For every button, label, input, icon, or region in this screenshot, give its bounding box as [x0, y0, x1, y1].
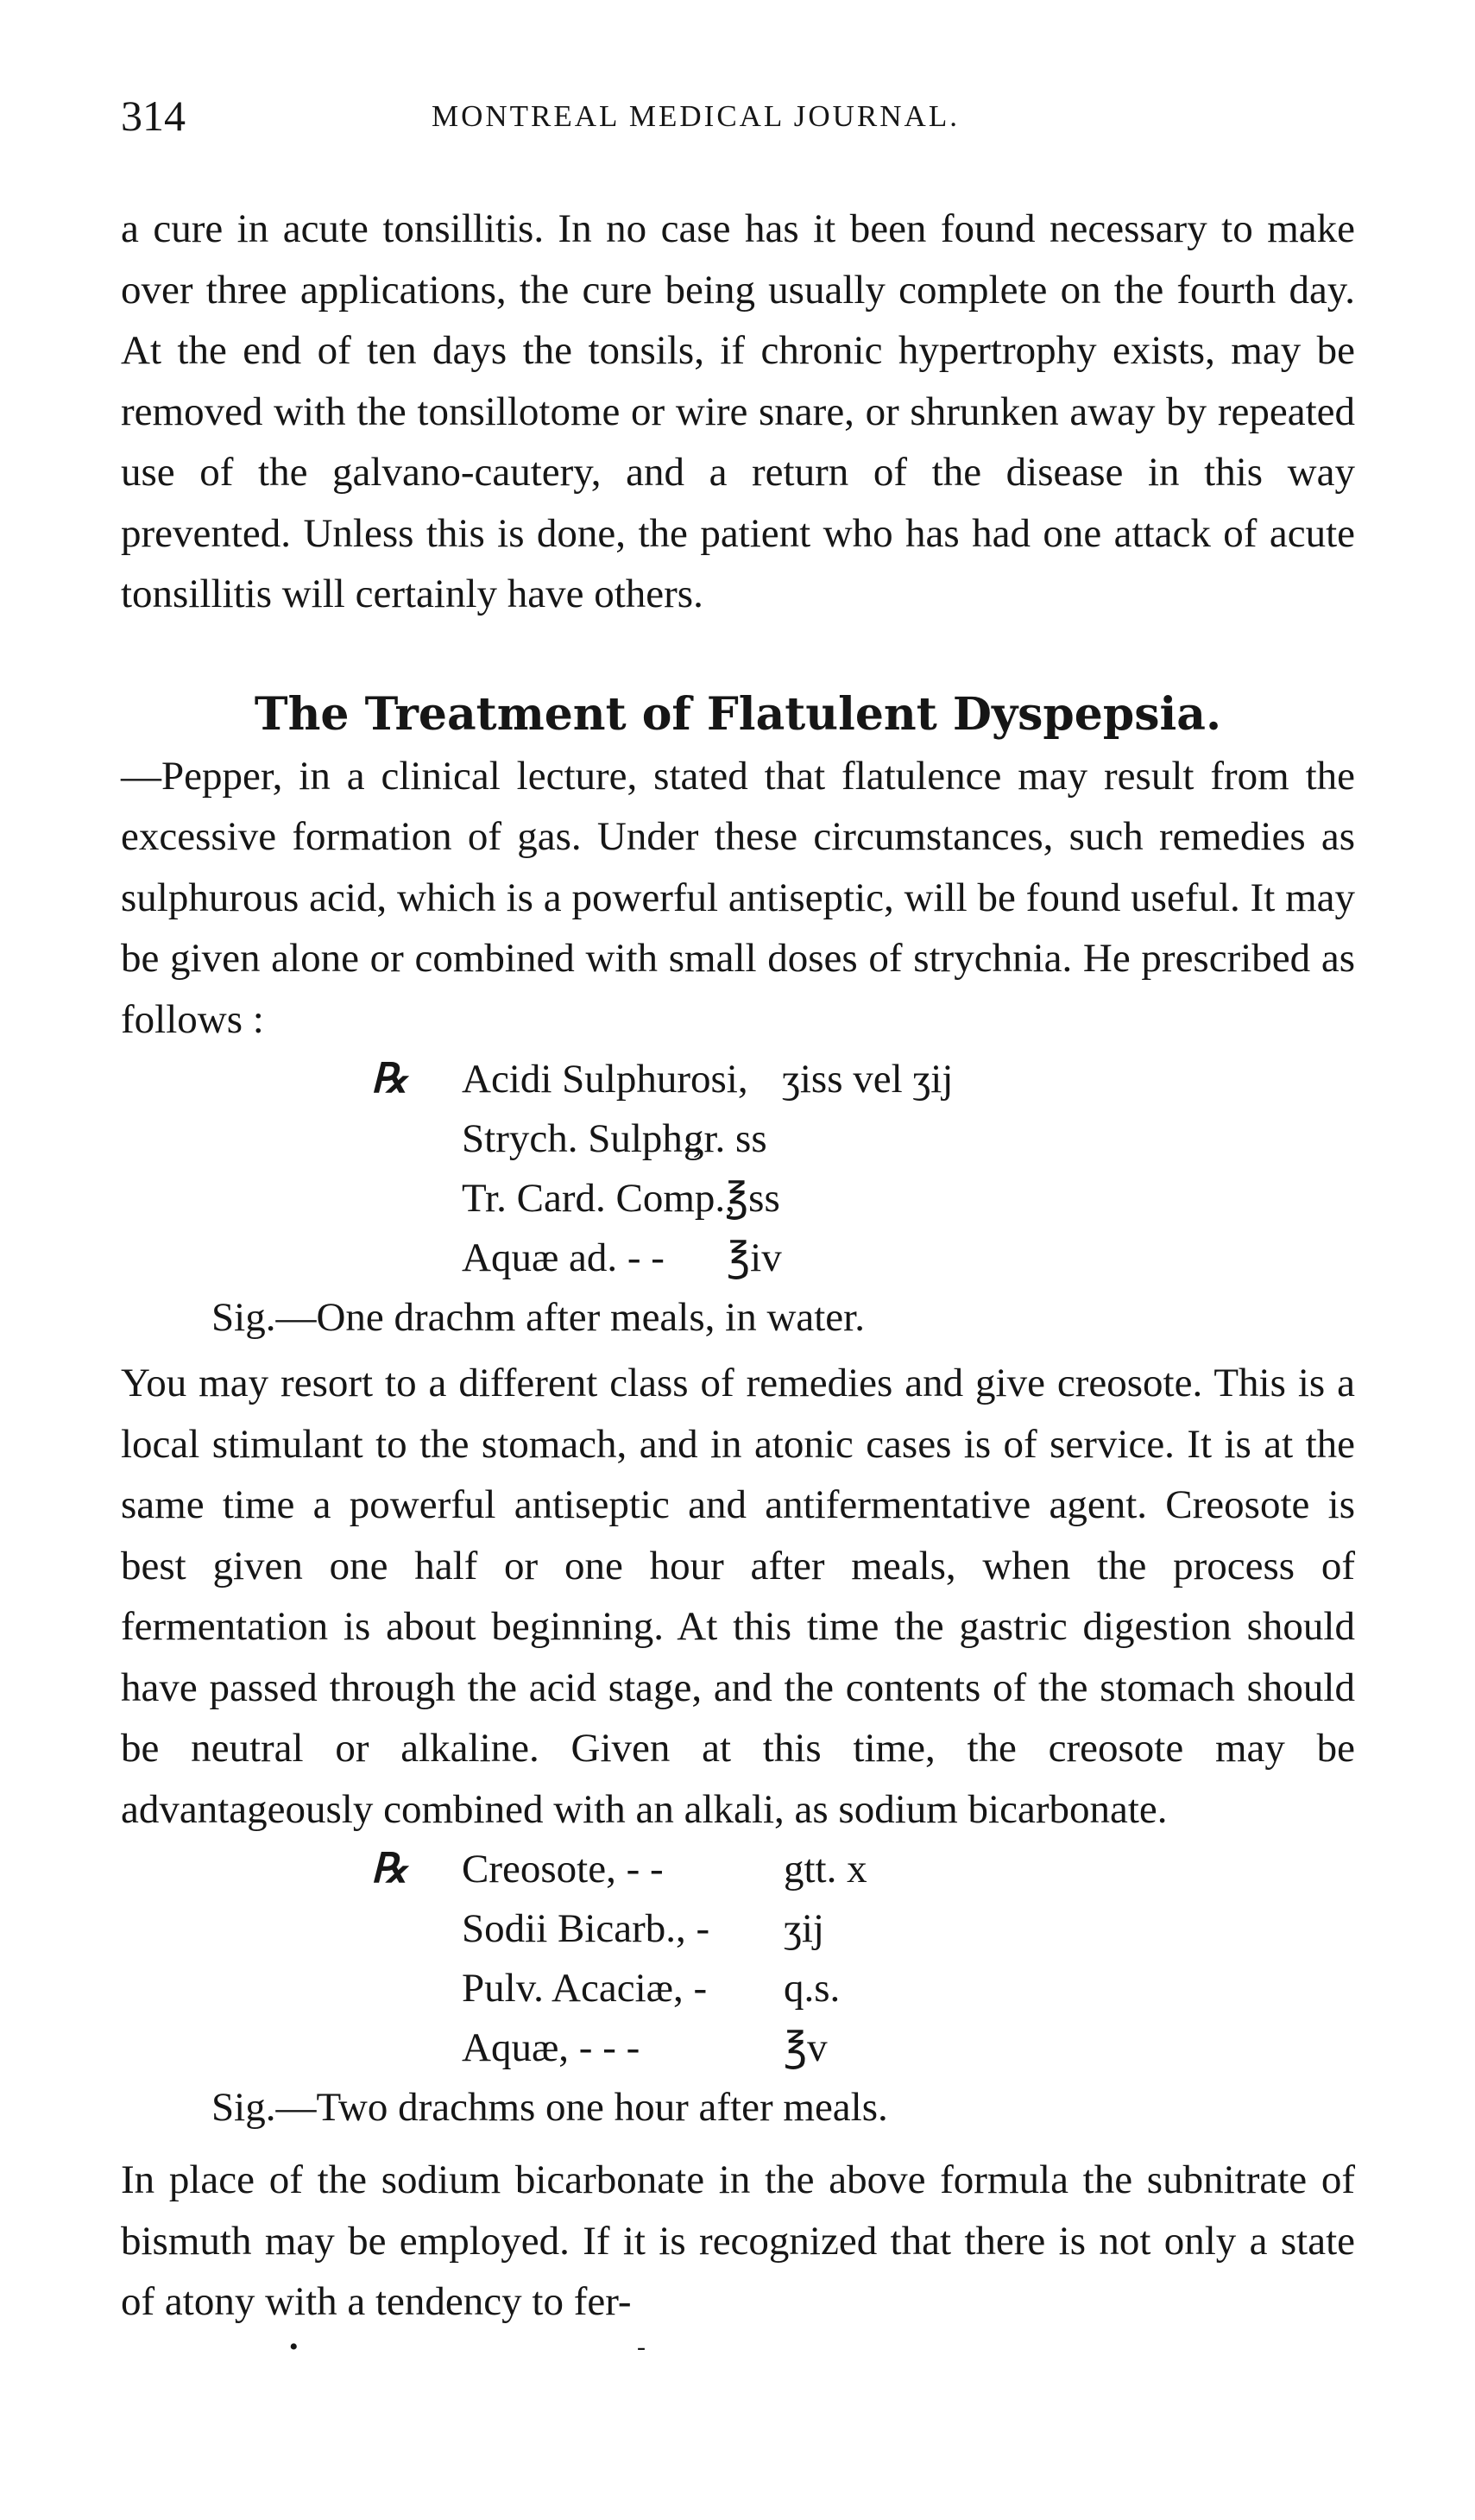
prescription-1 — [121, 1050, 1355, 1348]
page-number: 314 — [121, 92, 186, 140]
prescription-dose: ℥v — [784, 2025, 828, 2070]
prescription-ingredient: Aquæ, - - - — [462, 2025, 640, 2070]
prescription-row — [121, 1109, 1355, 1169]
section-title: The Treatment of Flatulent Dyspepsia. — [254, 687, 1222, 741]
prescription-dose: ʒiss vel ʒij — [782, 1057, 954, 1102]
prescription-dose: gr. ss — [684, 1116, 767, 1161]
intro-paragraph: a cure in acute tonsillitis. In no case has it been found necessary to make over three applications, the cure being usually complete on the fourth day. At the end of ten days the tonsils, if chronic hypertrophy exists, may be removed with the tonsillotome or wire snare, or shrunken away by repeated use of the galvano-cautery, and a return of the disease in this way prevented. Unless this is done, the patient who has had one attack of acute tonsillitis will certainly have others. — [121, 206, 1355, 616]
prescription-dose: q.s. — [784, 1966, 841, 2011]
footer-marks — [121, 2333, 1355, 2367]
prescription-ingredient: Sodii Bicarb., - — [462, 1906, 710, 1951]
footer-mark-right: - — [637, 2332, 646, 2361]
prescription-row — [121, 1840, 1355, 1899]
prescription-row — [121, 1228, 1355, 1288]
prescription-dose: ʒij — [784, 1906, 824, 1951]
prescription-row — [121, 1959, 1355, 2018]
prescription-row — [121, 1050, 1355, 1109]
section-paragraph-2: You may resort to a different class of remedies and give creosote. This is a local stimulant to the stomach, and in atonic cases is of service. It is at the same time a powerful antiseptic and antifermentative agent. Creosote is best given one half or one hour after meals, when the process of fermentation is about beginning. At this time the gastric digestion should have passed through the acid stage, and the contents of the stomach should be neutral or alkaline. Given at this time, the creosote may be advantageously combined with an alkali, as sodium bicarbonate. — [121, 1361, 1355, 1832]
prescription-row — [121, 1169, 1355, 1228]
prescription-ingredient: Tr. Card. Comp., — [462, 1176, 735, 1221]
prescription-ingredient: Aquæ ad. - - — [462, 1235, 665, 1280]
prescription-ingredient: Pulv. Acaciæ, - — [462, 1966, 708, 2011]
footer-mark-left: • — [289, 2332, 299, 2361]
journal-title: MONTREAL MEDICAL JOURNAL. — [432, 99, 960, 133]
prescription-2 — [121, 1840, 1355, 2138]
prescription-dose: ℥iv — [727, 1235, 782, 1280]
journal-page — [121, 82, 1355, 2367]
prescription-ingredient: Acidi Sulphurosi, — [462, 1057, 748, 1102]
prescription-row — [121, 1899, 1355, 1959]
prescription-signature: Sig.—One drachm after meals, in water. — [211, 1295, 865, 1340]
prescription-dose: gtt. x — [784, 1847, 867, 1892]
section-paragraph-1: —Pepper, in a clinical lecture, stated that flatulence may result from the excessive formation of gas. Under these circumstances, such remedies as sulphurous acid, which is a powerful antiseptic, will be found useful. It may be given alone or combined with small doses of strychnia. He prescribed as follows : — [121, 753, 1355, 1042]
section-paragraph-3: In place of the sodium bicarbonate in the above formula the subnitrate of bismuth may be employed. If it is recognized that there is not only a state of atony with a tendency to fer- — [121, 2157, 1355, 2324]
prescription-ingredient: Strych. Sulph., — [462, 1116, 703, 1161]
prescription-signature: Sig.—Two drachms one hour after meals. — [211, 2085, 888, 2130]
running-head — [121, 82, 1355, 151]
prescription-row — [121, 2018, 1355, 2078]
prescription-ingredient: Creosote, - - — [462, 1847, 664, 1892]
prescription-dose: ℥ss — [725, 1176, 780, 1221]
rx-symbol: ℞ — [371, 1057, 408, 1102]
rx-symbol: ℞ — [371, 1847, 408, 1892]
